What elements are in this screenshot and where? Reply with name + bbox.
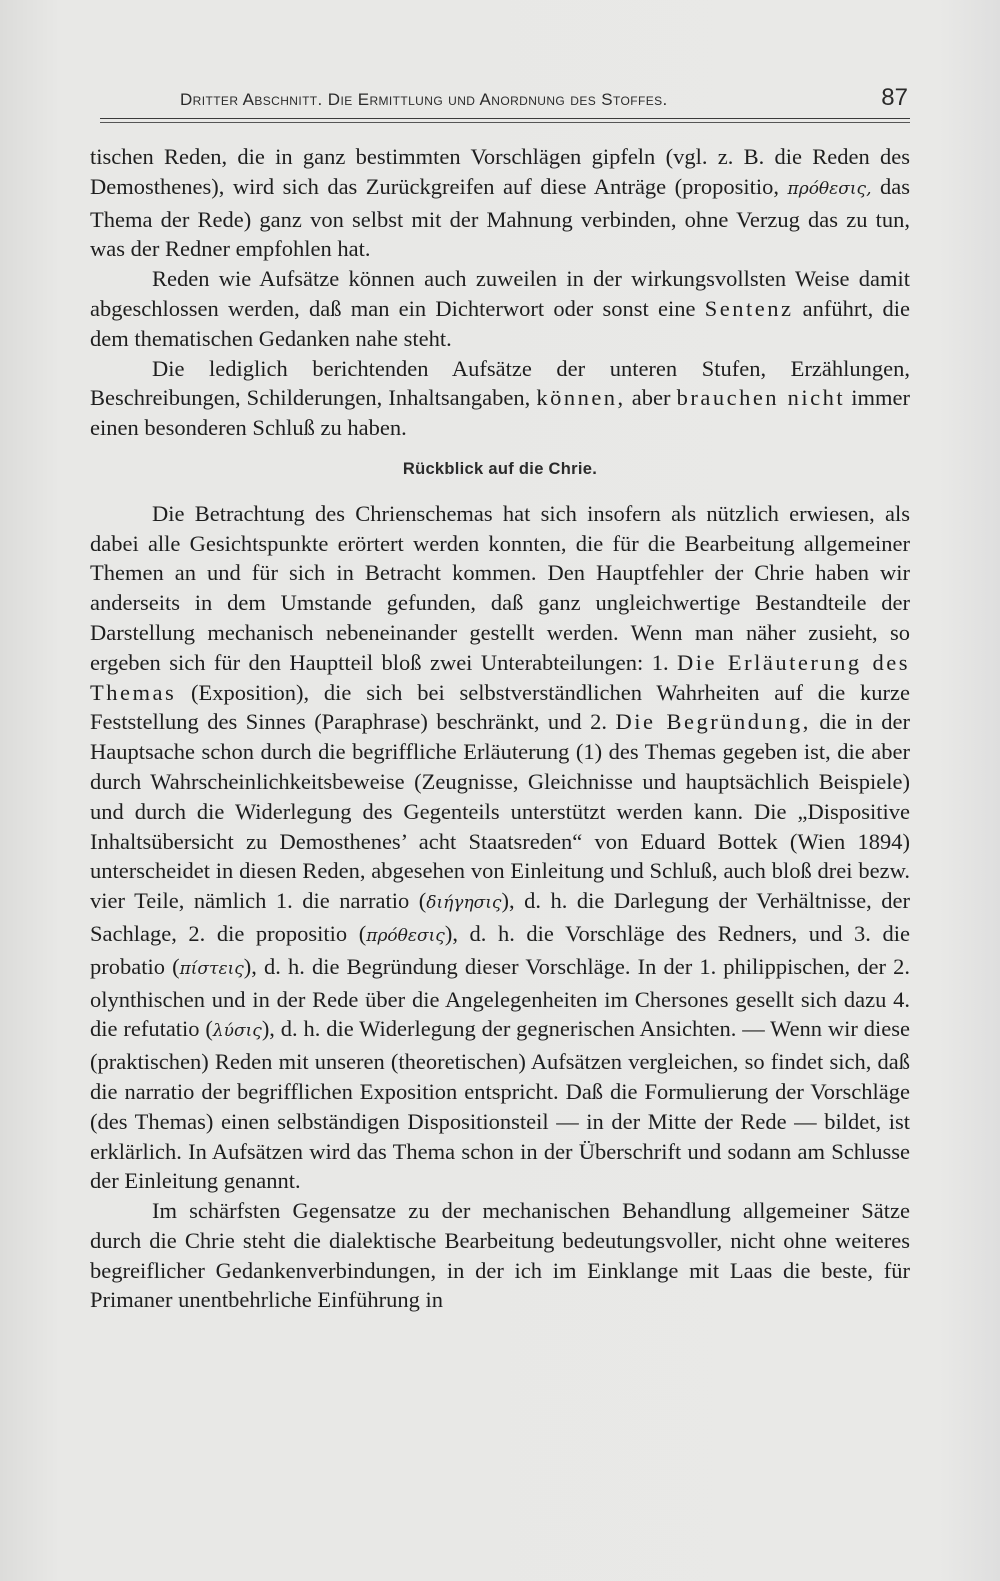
paragraph-5: [90, 1196, 910, 1315]
text-run: ), d. h. die Begründung dieser Vorschläge. In der 1. philippischen, der 2. olynthischen und in der Rede über die Angelegenheiten im Chersones gesellt sich dazu 4. die refutatio (: [90, 953, 910, 1042]
text-run: ), d. h. die Widerlegung der gegnerischen Ansichten. — Wenn wir diese (praktischen) Reden mit unseren (theoretischen) Aufsätzen vergleichen, so findet sich, daß die narratio der begrifflichen Exposition entspricht. Daß die Formulierung der Vorschläge (des Themas) einen selbständigen Dispositionsteil — in der Mitte der Rede — bildet, ist erklärlich. In Aufsätzen wird das Thema schon in der Überschrift und sodann am Schlusse der Einleitung genannt.: [90, 1016, 910, 1194]
text-run: Die Betrachtung des Chrienschemas hat sich insofern als nützlich erwiesen, als dabei alle Gesichtspunkte erörtert werden konnten, die für die Bearbeitung allgemeiner Themen an und für sich in Betracht kommen. Den Hauptfehler der Chrie haben wir anderseits in dem Umstande gefunden, daß ganz ungleichwertige Bestandteile der Darstellung mechanisch nebeneinander gestellt werden. Wenn man näher zusieht, so ergeben sich für den Hauptteil bloß zwei Unterabteilungen: 1.: [90, 500, 910, 675]
section-heading: Rückblick auf die Chrie.: [402, 459, 598, 478]
running-header: [100, 84, 910, 118]
text-run: (Exposition), die sich bei selbstverständlichen Wahrheiten auf die kurze Feststellung des Sinnes (Paraphrase) beschränkt, und 2.: [90, 679, 910, 735]
greek-term: πρόθεσις,: [787, 178, 872, 199]
greek-term: πίστεις: [179, 958, 244, 979]
paragraph-4: [90, 499, 910, 1196]
text-run: anführt, die dem thematischen Gedanken nahe steht.: [90, 295, 910, 351]
text-run: das Thema der Rede) ganz von selbst mit der Mahnung verbinden, ohne Verzug das zu tun, was der Redner empfohlen hat.: [90, 173, 910, 262]
greek-term: λύσις: [212, 1021, 262, 1042]
greek-term: διήγησις: [426, 893, 502, 914]
header-rule: [100, 118, 910, 123]
text-run: Die lediglich berichtenden Aufsätze der unteren Stufen, Erzählungen, Beschreibungen, Schilderungen, Inhaltsangaben,: [90, 355, 910, 411]
text-run: aber: [625, 385, 677, 411]
paragraph-2: [90, 264, 910, 353]
text-run: ), d. h. die Vorschläge des Redners, und 3. die probatio (: [90, 920, 910, 979]
text-run: ), d. h. die Darlegung der Verhältnisse, der Sachlage, 2. die propositio (: [90, 888, 911, 946]
greek-term: πρόθεσις: [366, 925, 445, 946]
text-run: Reden wie Aufsätze können auch zuweilen in der wirkungsvollsten Weise damit abgeschlossen werden, daß man ein Dichterwort oder sonst eine: [90, 266, 910, 321]
paragraph-3: [90, 354, 910, 443]
text-run: Im schärfsten Gegensatze zu der mechanischen Behandlung allgemeiner Sätze durch die Chrie steht die dialektische Bearbeitung bedeutungsvoller, nicht ohne weiteres begreiflicher Gedankenverbindungen, in der ich im Einklange mit Laas die beste, für Primaner unentbehrliche Einführung in: [90, 1198, 910, 1313]
page-number: 87: [881, 84, 908, 111]
body-text: [90, 142, 910, 1315]
text-run: immer einen besonderen Schluß zu haben.: [90, 385, 910, 441]
emphasis-spaced: Sentenz: [704, 295, 794, 321]
emphasis-spaced: Die Erläuterung des Themas: [90, 649, 910, 705]
emphasis-spaced: brauchen nicht: [676, 385, 846, 411]
text-run: die in der Hauptsache schon durch die begriffliche Erläuterung (1) des Themas gegeben ist, die aber durch Wahrscheinlichkeitsbeweise (Zeugnisse, Gleichnisse und hauptsächlich Beispiele) und durch die Widerlegung des Gegenteils unterstützt werden kann. Die „Dispositive Inhaltsübersicht zu Demosthenes’ acht Staatsreden“ von Eduard Bottek (Wien 1894) unterscheidet in diesen Reden, abgesehen von Einleitung und Schluß, auch bloß drei bezw. vier Teile, nämlich 1. die narratio (: [90, 709, 910, 914]
emphasis-spaced: können,: [536, 385, 626, 411]
text-run: tischen Reden, die in ganz bestimmten Vorschlägen gipfeln (vgl. z. B. die Reden des Demosthenes), wird sich das Zurückgreifen auf diese Anträge (propositio,: [90, 144, 910, 199]
chapter-title: Dritter Abschnitt. Die Ermittlung und Anordnung des Stoffes.: [180, 90, 668, 109]
emphasis-spaced: Die Begründung,: [615, 709, 811, 735]
paragraph-1: [90, 142, 910, 264]
